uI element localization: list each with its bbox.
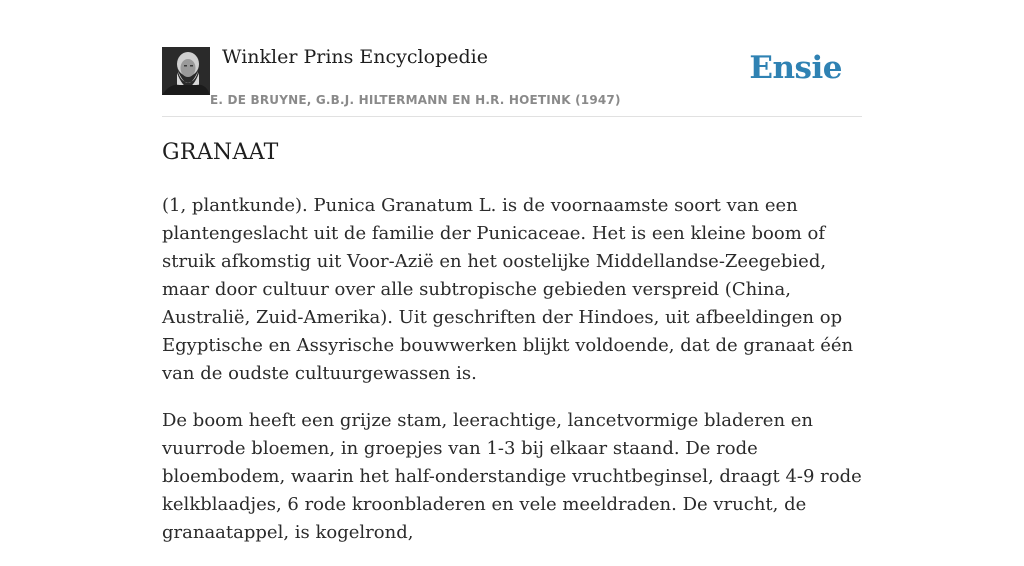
author-portrait-icon <box>162 47 210 95</box>
article-title: GRANAAT <box>162 140 279 165</box>
article-body <box>162 192 862 566</box>
avatar[interactable] <box>162 47 210 95</box>
ensie-logo[interactable]: Ensie <box>749 50 842 86</box>
article-paragraph: De boom heeft een grijze stam, leerachtige, lancetvormige bladeren en vuurrode bloemen, in groepjes van 1-3 bij elkaar staand. De rode bloembodem, waarin het half-onderstandige vruchtbeginsel, draagt 4-9 rode kelkblaadjes, 6 rode kroonbladeren en vele meeldraden. De vrucht, de granaatappel, is kogelrond, <box>162 410 862 543</box>
site-header <box>162 45 862 117</box>
site-title[interactable]: Winkler Prins Encyclopedie <box>222 46 488 68</box>
article-paragraph: (1, plantkunde). Punica Granatum L. is de voornaamste soort van een plantengeslacht uit de familie der Punicaceae. Het is een kleine boom of struik afkomstig uit Voor-Azië en het oostelijke Middellandse-Zeegebied, maar door cultuur over alle subtropische gebieden verspreid (China, Australië, Zuid-Amerika). Uit geschriften der Hindoes, uit afbeeldingen op Egyptische en Assyrische bouwwerken blijkt voldoende, dat de granaat één van de oudste cultuurgewassen is. <box>162 195 854 384</box>
site-authors: E. DE BRUYNE, G.B.J. HILTERMANN EN H.R. HOETINK (1947) <box>210 93 621 107</box>
